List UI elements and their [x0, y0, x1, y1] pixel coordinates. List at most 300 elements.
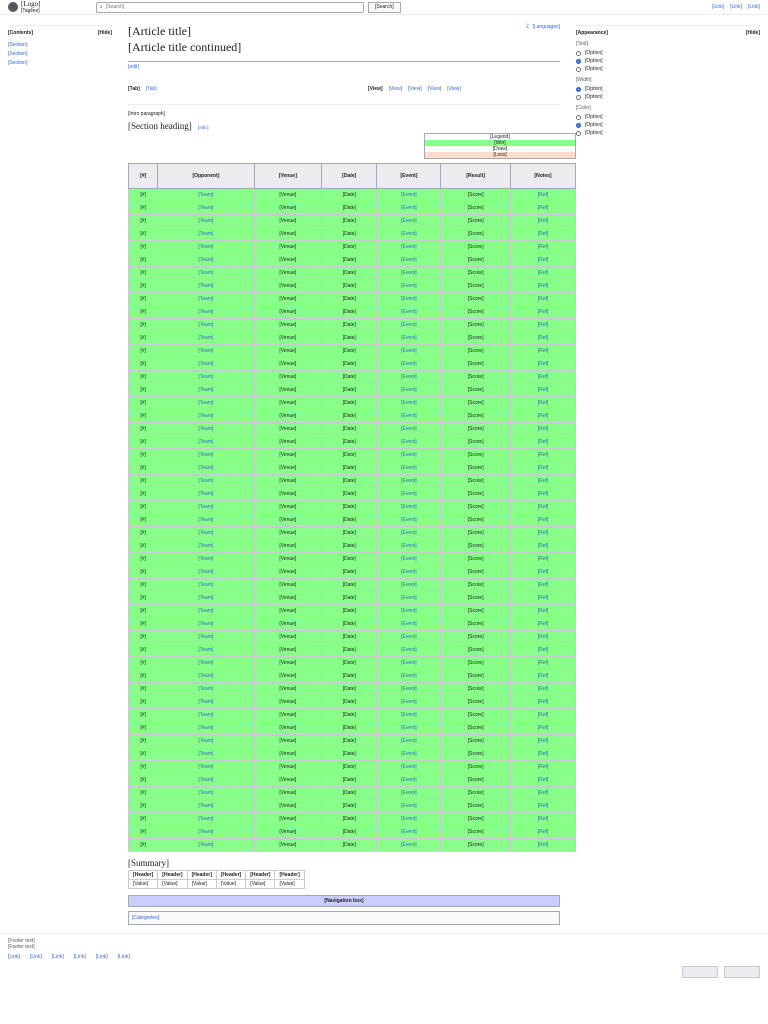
table-cell[interactable]: [Ref]: [510, 514, 575, 527]
table-cell[interactable]: [Ref]: [510, 241, 575, 254]
table-cell[interactable]: [Team]: [158, 345, 254, 358]
table-cell: [Score]: [441, 475, 510, 488]
table-cell: [#]: [129, 423, 158, 436]
table-cell: [Score]: [441, 761, 510, 774]
table-cell[interactable]: [Event]: [377, 553, 441, 566]
table-cell[interactable]: [Ref]: [510, 332, 575, 345]
table-cell[interactable]: [Event]: [377, 228, 441, 241]
main-content: [120, 15, 568, 925]
table-cell: [Score]: [441, 618, 510, 631]
table-cell[interactable]: [Event]: [377, 449, 441, 462]
bilans-title: [Summary]: [128, 858, 169, 868]
table-cell[interactable]: [Ref]: [510, 293, 575, 306]
table-cell[interactable]: [Team]: [158, 800, 254, 813]
table-cell[interactable]: [Event]: [377, 709, 441, 722]
table-cell: [#]: [129, 670, 158, 683]
table-cell: [Date]: [322, 267, 377, 280]
table-cell[interactable]: [Team]: [158, 228, 254, 241]
table-cell[interactable]: [Team]: [158, 826, 254, 839]
table-cell: [Venue]: [254, 436, 322, 449]
table-cell[interactable]: [Event]: [377, 722, 441, 735]
table-cell[interactable]: [Event]: [377, 293, 441, 306]
table-cell[interactable]: [Team]: [158, 722, 254, 735]
table-cell: [Venue]: [254, 397, 322, 410]
table-cell: [#]: [129, 579, 158, 592]
table-cell[interactable]: [Team]: [158, 189, 254, 202]
table-cell[interactable]: [Team]: [158, 735, 254, 748]
table-cell[interactable]: [Team]: [158, 553, 254, 566]
table-cell[interactable]: [Ref]: [510, 527, 575, 540]
table-cell: [Score]: [441, 241, 510, 254]
footer-link[interactable]: [Link]: [95, 954, 108, 960]
view-tab[interactable]: [View]: [447, 86, 461, 92]
table-cell: [#]: [129, 371, 158, 384]
table-cell: [Date]: [322, 839, 377, 852]
table-cell: [Venue]: [254, 813, 322, 826]
table-cell: [Date]: [322, 657, 377, 670]
table-cell[interactable]: [Ref]: [510, 670, 575, 683]
table-cell[interactable]: [Ref]: [510, 488, 575, 501]
table-cell[interactable]: [Event]: [377, 488, 441, 501]
table-cell[interactable]: [Event]: [377, 579, 441, 592]
table-cell[interactable]: [Team]: [158, 202, 254, 215]
table-cell[interactable]: [Event]: [377, 397, 441, 410]
table-cell[interactable]: [Event]: [377, 800, 441, 813]
table-cell: [#]: [129, 384, 158, 397]
table-cell[interactable]: [Team]: [158, 618, 254, 631]
table-cell[interactable]: [Event]: [377, 735, 441, 748]
language-label: [Languages]: [532, 23, 560, 30]
legend-item-win: [Win]: [425, 140, 575, 146]
table-cell[interactable]: [Team]: [158, 761, 254, 774]
table-cell[interactable]: [Team]: [158, 839, 254, 852]
table-cell[interactable]: [Ref]: [510, 631, 575, 644]
table-cell[interactable]: [Ref]: [510, 605, 575, 618]
search-icon: ⌕: [100, 4, 103, 10]
navbox[interactable]: [Navigation box]: [128, 895, 560, 907]
table-cell[interactable]: [Ref]: [510, 397, 575, 410]
table-cell[interactable]: [Team]: [158, 748, 254, 761]
table-cell: [#]: [129, 826, 158, 839]
table-cell[interactable]: [Team]: [158, 358, 254, 371]
table-cell[interactable]: [Team]: [158, 774, 254, 787]
table-cell[interactable]: [Event]: [377, 566, 441, 579]
table-cell[interactable]: [Team]: [158, 501, 254, 514]
table-header: [Event]: [377, 164, 441, 189]
table-cell: [Date]: [322, 579, 377, 592]
radio-icon: [576, 51, 581, 56]
table-cell: [#]: [129, 475, 158, 488]
table-cell[interactable]: [Ref]: [510, 189, 575, 202]
footer-logo: [682, 966, 718, 978]
tab[interactable]: [Tab]: [128, 86, 140, 92]
table-cell[interactable]: [Ref]: [510, 657, 575, 670]
table-cell[interactable]: [Event]: [377, 683, 441, 696]
table-cell[interactable]: [Event]: [377, 748, 441, 761]
table-cell[interactable]: [Ref]: [510, 579, 575, 592]
appearance-option[interactable]: [576, 58, 760, 64]
bilans-header: [Header]: [275, 871, 304, 880]
table-cell: [#]: [129, 774, 158, 787]
table-cell[interactable]: [Event]: [377, 306, 441, 319]
table-row: [129, 306, 576, 319]
toc-item[interactable]: [Section]: [8, 42, 28, 48]
table-row: [129, 566, 576, 579]
table-cell[interactable]: [Event]: [377, 436, 441, 449]
table-cell: [Score]: [441, 683, 510, 696]
view-tab[interactable]: [View]: [408, 86, 422, 92]
table-cell[interactable]: [Ref]: [510, 410, 575, 423]
table-cell[interactable]: [Team]: [158, 566, 254, 579]
table-cell[interactable]: [Ref]: [510, 566, 575, 579]
bilans-header: [Header]: [129, 871, 158, 880]
appearance-hide-button[interactable]: [Hide]: [745, 30, 760, 36]
footer-link[interactable]: [Link]: [8, 954, 20, 960]
table-cell[interactable]: [Event]: [377, 241, 441, 254]
table-cell[interactable]: [Team]: [158, 449, 254, 462]
site-header: [0, 0, 768, 15]
table-cell[interactable]: [Team]: [158, 657, 254, 670]
table-cell[interactable]: [Ref]: [510, 683, 575, 696]
table-cell[interactable]: [Team]: [158, 241, 254, 254]
table-cell[interactable]: [Ref]: [510, 644, 575, 657]
table-cell[interactable]: [Event]: [377, 813, 441, 826]
table-cell[interactable]: [Team]: [158, 319, 254, 332]
table-cell: [Date]: [322, 644, 377, 657]
table-cell[interactable]: [Team]: [158, 371, 254, 384]
table-cell[interactable]: [Event]: [377, 475, 441, 488]
toc-item[interactable]: [Section]: [8, 51, 28, 57]
table-cell[interactable]: [Event]: [377, 462, 441, 475]
table-cell: [Date]: [322, 397, 377, 410]
table-cell[interactable]: [Team]: [158, 787, 254, 800]
table-cell[interactable]: [Event]: [377, 501, 441, 514]
table-cell: [#]: [129, 514, 158, 527]
table-row: [129, 644, 576, 657]
table-cell[interactable]: [Ref]: [510, 735, 575, 748]
table-cell[interactable]: [Team]: [158, 813, 254, 826]
footer-line-2: [Footer text]: [8, 944, 35, 950]
table-header: [Result]: [441, 164, 510, 189]
toc-item[interactable]: [Section]: [8, 60, 28, 66]
table-cell[interactable]: [Ref]: [510, 306, 575, 319]
page-title-line-1: [Article title]: [128, 24, 191, 38]
footer-logo: [724, 966, 760, 978]
table-cell: [#]: [129, 189, 158, 202]
table-cell[interactable]: [Team]: [158, 605, 254, 618]
table-cell[interactable]: [Ref]: [510, 813, 575, 826]
search-input[interactable]: [106, 4, 326, 10]
table-cell[interactable]: [Event]: [377, 215, 441, 228]
table-cell[interactable]: [Ref]: [510, 774, 575, 787]
table-cell[interactable]: [Ref]: [510, 319, 575, 332]
appearance-option[interactable]: [576, 66, 760, 72]
table-cell[interactable]: [Event]: [377, 514, 441, 527]
table-cell[interactable]: [Event]: [377, 527, 441, 540]
table-cell: [Date]: [322, 436, 377, 449]
table-cell[interactable]: [Ref]: [510, 371, 575, 384]
table-cell[interactable]: [Event]: [377, 202, 441, 215]
table-cell[interactable]: [Team]: [158, 397, 254, 410]
table-cell[interactable]: [Event]: [377, 410, 441, 423]
table-cell: [Score]: [441, 826, 510, 839]
table-cell[interactable]: [Team]: [158, 709, 254, 722]
table-cell[interactable]: [Event]: [377, 605, 441, 618]
table-row: [129, 761, 576, 774]
bilans-table: [128, 870, 305, 889]
table-cell[interactable]: [Team]: [158, 293, 254, 306]
table-cell[interactable]: [Team]: [158, 423, 254, 436]
table-cell: [Score]: [441, 254, 510, 267]
appearance-option[interactable]: [576, 122, 760, 128]
table-cell[interactable]: [Team]: [158, 332, 254, 345]
table-cell[interactable]: [Team]: [158, 462, 254, 475]
table-cell: [Venue]: [254, 332, 322, 345]
table-cell[interactable]: [Event]: [377, 358, 441, 371]
table-cell[interactable]: [Ref]: [510, 540, 575, 553]
table-cell[interactable]: [Ref]: [510, 475, 575, 488]
table-cell[interactable]: [Ref]: [510, 839, 575, 852]
table-cell[interactable]: [Team]: [158, 254, 254, 267]
table-cell[interactable]: [Team]: [158, 683, 254, 696]
footer-link[interactable]: [Link]: [117, 954, 130, 960]
table-cell[interactable]: [Ref]: [510, 748, 575, 761]
table-row: [129, 475, 576, 488]
language-icon: 文: [524, 24, 530, 30]
table-cell[interactable]: [Ref]: [510, 254, 575, 267]
table-cell[interactable]: [Ref]: [510, 436, 575, 449]
table-cell[interactable]: [Team]: [158, 670, 254, 683]
table-row: [129, 319, 576, 332]
table-cell[interactable]: [Team]: [158, 488, 254, 501]
table-cell[interactable]: [Event]: [377, 384, 441, 397]
table-cell[interactable]: [Ref]: [510, 501, 575, 514]
table-cell[interactable]: [Ref]: [510, 722, 575, 735]
table-cell[interactable]: [Event]: [377, 592, 441, 605]
table-cell[interactable]: [Team]: [158, 514, 254, 527]
table-cell: [Score]: [441, 449, 510, 462]
table-cell[interactable]: [Team]: [158, 527, 254, 540]
table-cell[interactable]: [Ref]: [510, 462, 575, 475]
table-cell[interactable]: [Team]: [158, 384, 254, 397]
radio-icon: [576, 95, 581, 100]
table-cell[interactable]: [Team]: [158, 306, 254, 319]
table-row: [129, 774, 576, 787]
table-cell: [Date]: [322, 826, 377, 839]
appearance-option[interactable]: [576, 94, 760, 100]
title-edit-link[interactable]: [edit]: [128, 64, 139, 70]
table-cell[interactable]: [Event]: [377, 280, 441, 293]
footer-link[interactable]: [Link]: [29, 954, 42, 960]
table-row: [129, 202, 576, 215]
table-cell[interactable]: [Ref]: [510, 215, 575, 228]
table-cell: [Date]: [322, 410, 377, 423]
table-cell[interactable]: [Team]: [158, 696, 254, 709]
table-cell: [Date]: [322, 475, 377, 488]
toc-hide-button[interactable]: [Hide]: [97, 30, 112, 36]
table-cell: [#]: [129, 462, 158, 475]
table-cell: [Score]: [441, 644, 510, 657]
table-cell[interactable]: [Team]: [158, 592, 254, 605]
table-header: [Opponent]: [158, 164, 254, 189]
table-cell[interactable]: [Event]: [377, 657, 441, 670]
table-cell: [Date]: [322, 748, 377, 761]
table-cell: [Score]: [441, 189, 510, 202]
table-cell: [Date]: [322, 280, 377, 293]
table-cell[interactable]: [Ref]: [510, 800, 575, 813]
appearance-option-label: [Option]: [585, 86, 603, 92]
table-cell[interactable]: [Event]: [377, 267, 441, 280]
table-cell: [#]: [129, 839, 158, 852]
appearance-option[interactable]: [576, 50, 760, 56]
table-cell[interactable]: [Event]: [377, 644, 441, 657]
table-cell: [Venue]: [254, 657, 322, 670]
table-cell[interactable]: [Team]: [158, 644, 254, 657]
table-cell[interactable]: [Team]: [158, 475, 254, 488]
table-cell[interactable]: [Team]: [158, 436, 254, 449]
table-cell: [Venue]: [254, 683, 322, 696]
table-cell[interactable]: [Team]: [158, 579, 254, 592]
table-cell[interactable]: [Event]: [377, 540, 441, 553]
search-box[interactable]: [96, 2, 364, 13]
site-logo[interactable]: [8, 1, 88, 14]
table-cell: [Date]: [322, 787, 377, 800]
table-cell[interactable]: [Ref]: [510, 553, 575, 566]
table-cell[interactable]: [Event]: [377, 826, 441, 839]
appearance-option[interactable]: [576, 130, 760, 136]
table-cell[interactable]: [Team]: [158, 631, 254, 644]
view-tab[interactable]: [View]: [368, 86, 383, 92]
table-cell[interactable]: [Event]: [377, 423, 441, 436]
table-cell[interactable]: [Ref]: [510, 267, 575, 280]
table-cell[interactable]: [Event]: [377, 189, 441, 202]
table-cell: [#]: [129, 241, 158, 254]
appearance-group-label: [Text]: [576, 41, 588, 47]
table-cell: [Date]: [322, 345, 377, 358]
appearance-option-label: [Option]: [585, 122, 603, 128]
table-cell: [Venue]: [254, 592, 322, 605]
table-cell[interactable]: [Event]: [377, 761, 441, 774]
radio-icon: [576, 115, 581, 120]
table-cell[interactable]: [Team]: [158, 410, 254, 423]
table-cell[interactable]: [Ref]: [510, 384, 575, 397]
top-link[interactable]: [Link]: [730, 4, 743, 10]
bilans-header: [Header]: [187, 871, 216, 880]
table-cell[interactable]: [Ref]: [510, 709, 575, 722]
table-cell[interactable]: [Ref]: [510, 761, 575, 774]
footer-link[interactable]: [Link]: [73, 954, 86, 960]
table-cell[interactable]: [Ref]: [510, 787, 575, 800]
table-cell[interactable]: [Ref]: [510, 449, 575, 462]
table-cell: [Venue]: [254, 345, 322, 358]
table-cell[interactable]: [Ref]: [510, 358, 575, 371]
table-cell[interactable]: [Ref]: [510, 280, 575, 293]
table-cell[interactable]: [Event]: [377, 345, 441, 358]
table-cell[interactable]: [Team]: [158, 280, 254, 293]
table-cell: [#]: [129, 592, 158, 605]
table-cell[interactable]: [Ref]: [510, 423, 575, 436]
table-cell[interactable]: [Ref]: [510, 228, 575, 241]
table-cell: [Venue]: [254, 579, 322, 592]
table-cell: [Venue]: [254, 189, 322, 202]
table-cell: [Venue]: [254, 774, 322, 787]
table-cell[interactable]: [Team]: [158, 267, 254, 280]
footer-link[interactable]: [Link]: [51, 954, 64, 960]
table-row: [129, 527, 576, 540]
table-cell: [Date]: [322, 761, 377, 774]
table-cell: [#]: [129, 358, 158, 371]
appearance-option[interactable]: [576, 114, 760, 120]
table-cell: [Venue]: [254, 423, 322, 436]
table-cell[interactable]: [Event]: [377, 839, 441, 852]
table-cell[interactable]: [Event]: [377, 774, 441, 787]
legend-item-loss: [Loss]: [425, 152, 575, 158]
table-cell: [Date]: [322, 631, 377, 644]
table-cell[interactable]: [Ref]: [510, 345, 575, 358]
table-cell[interactable]: [Event]: [377, 631, 441, 644]
table-cell[interactable]: [Event]: [377, 371, 441, 384]
table-cell: [Score]: [441, 436, 510, 449]
table-cell[interactable]: [Event]: [377, 618, 441, 631]
right-sidebar: [568, 15, 768, 925]
table-cell[interactable]: [Ref]: [510, 592, 575, 605]
table-row: [129, 553, 576, 566]
table-cell[interactable]: [Event]: [377, 254, 441, 267]
table-cell: [Venue]: [254, 501, 322, 514]
table-cell: [#]: [129, 501, 158, 514]
view-tab[interactable]: [View]: [388, 86, 403, 92]
tab[interactable]: [Tab]: [145, 86, 157, 92]
top-link[interactable]: [Link]: [712, 4, 725, 10]
table-cell[interactable]: [Ref]: [510, 618, 575, 631]
view-tab[interactable]: [View]: [427, 86, 442, 92]
table-cell: [Score]: [441, 397, 510, 410]
top-link[interactable]: [Link]: [748, 4, 760, 10]
table-cell: [Venue]: [254, 319, 322, 332]
table-cell[interactable]: [Ref]: [510, 696, 575, 709]
table-cell[interactable]: [Event]: [377, 332, 441, 345]
table-row: [129, 228, 576, 241]
table-cell: [Score]: [441, 657, 510, 670]
table-cell[interactable]: [Event]: [377, 319, 441, 332]
table-cell: [Date]: [322, 384, 377, 397]
table-row: [129, 293, 576, 306]
section-edit-link[interactable]: [edit]: [197, 126, 209, 131]
table-cell: [Score]: [441, 748, 510, 761]
table-cell[interactable]: [Ref]: [510, 826, 575, 839]
search-button[interactable]: [Search]: [368, 2, 401, 13]
table-cell[interactable]: [Team]: [158, 540, 254, 553]
table-cell[interactable]: [Event]: [377, 670, 441, 683]
table-row: [129, 189, 576, 202]
table-cell[interactable]: [Team]: [158, 215, 254, 228]
categories-box[interactable]: [Categories]: [128, 911, 560, 925]
table-cell: [Venue]: [254, 826, 322, 839]
language-button[interactable]: [524, 23, 560, 30]
table-cell: [Score]: [441, 787, 510, 800]
table-cell: [Score]: [441, 553, 510, 566]
appearance-option-label: [Option]: [585, 66, 603, 72]
table-row: [129, 423, 576, 436]
table-cell[interactable]: [Event]: [377, 787, 441, 800]
table-cell[interactable]: [Ref]: [510, 202, 575, 215]
table-cell: [Venue]: [254, 514, 322, 527]
radio-icon: [576, 123, 581, 128]
table-cell[interactable]: [Event]: [377, 696, 441, 709]
table-header: [#]: [129, 164, 158, 189]
table-cell: [Score]: [441, 488, 510, 501]
appearance-option[interactable]: [576, 86, 760, 92]
